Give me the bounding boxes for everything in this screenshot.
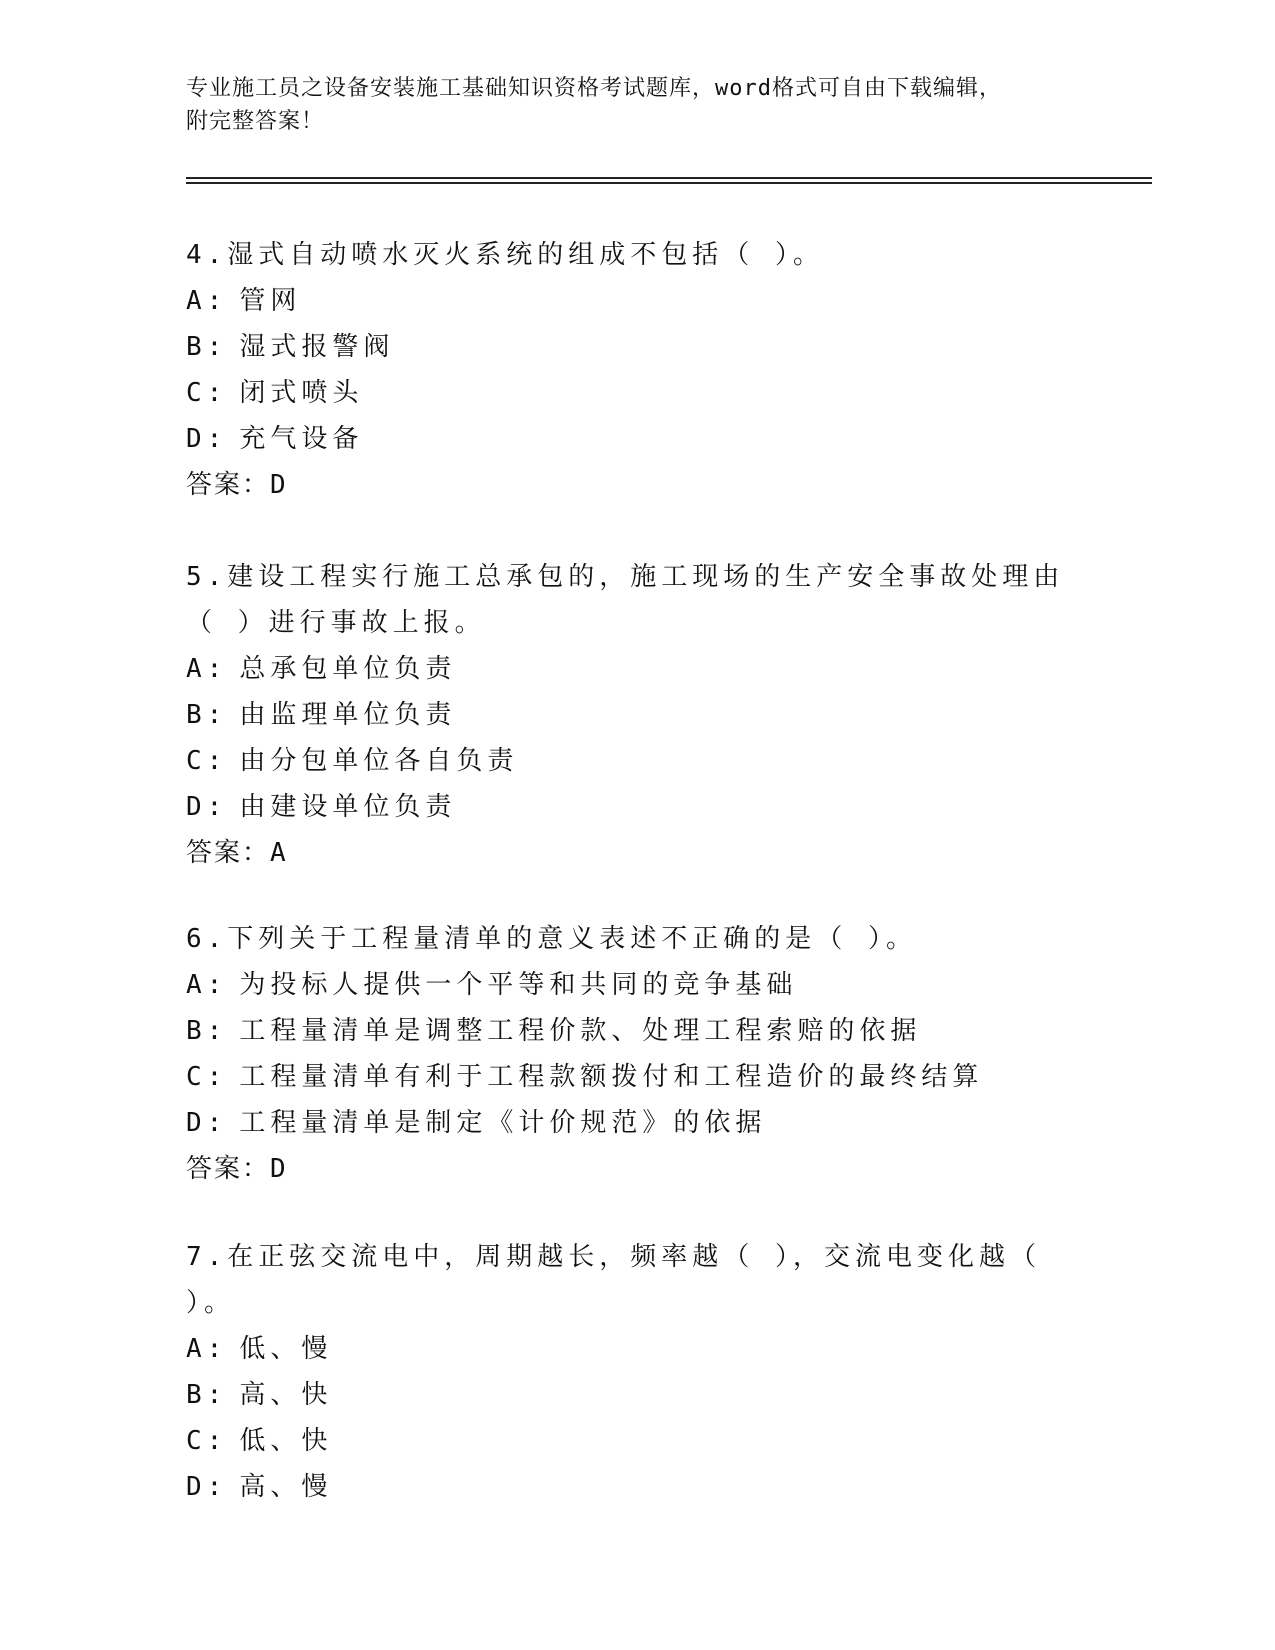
- option-value: 由分包单位各自负责: [239, 746, 519, 776]
- option-key: A:: [186, 1334, 228, 1364]
- question-text: 7.在正弦交流电中，周期越长，频率越（ ），交流电变化越（ ）。: [186, 1242, 1041, 1318]
- option-key: C:: [186, 378, 228, 408]
- option-a: [186, 278, 1086, 324]
- option-key: C:: [186, 1426, 228, 1456]
- option-d: [186, 416, 1086, 462]
- option-key: D:: [186, 1108, 228, 1138]
- answer-label: 答案：: [186, 838, 271, 868]
- option-value: 工程量清单是制定《计价规范》的依据: [239, 1108, 767, 1138]
- option-key: A:: [186, 970, 228, 1000]
- option-a: [186, 646, 1086, 692]
- option-value: 工程量清单有利于工程款额拨付和工程造价的最终结算: [239, 1062, 984, 1092]
- option-key: B:: [186, 700, 228, 730]
- option-value: 低、快: [239, 1426, 333, 1456]
- option-a: [186, 962, 1086, 1008]
- option-d: [186, 784, 1086, 830]
- question-text: 5.建设工程实行施工总承包的，施工现场的生产安全事故处理由（ ）进行事故上报。: [186, 562, 1065, 638]
- header-line-1: 专业施工员之设备安装施工基础知识资格考试题库，word格式可自由下载编辑，: [186, 76, 1002, 101]
- option-b: [186, 1008, 1086, 1054]
- option-b: [186, 692, 1086, 738]
- answer-line: [186, 462, 1086, 508]
- answer-value: D: [270, 470, 288, 500]
- option-key: B:: [186, 1380, 228, 1410]
- option-a: [186, 1326, 1086, 1372]
- header-divider-top: [186, 177, 1152, 179]
- option-key: D:: [186, 792, 228, 822]
- header-line-2: 附完整答案！: [186, 109, 325, 134]
- option-b: [186, 1372, 1086, 1418]
- question-6: [186, 916, 1086, 1192]
- answer-line: [186, 830, 1086, 876]
- option-value: 低、慢: [239, 1334, 333, 1364]
- option-value: 管网: [239, 286, 302, 316]
- option-d: [186, 1100, 1086, 1146]
- question-text: 4.湿式自动喷水灭火系统的组成不包括（ ）。: [186, 240, 824, 270]
- option-value: 湿式报警阀: [239, 332, 395, 362]
- option-value: 由监理单位负责: [239, 700, 457, 730]
- header-divider-bottom: [186, 182, 1152, 184]
- option-value: 工程量清单是调整工程价款、处理工程索赔的依据: [239, 1016, 922, 1046]
- answer-value: D: [270, 1154, 288, 1184]
- option-value: 高、慢: [239, 1472, 333, 1502]
- answer-line: [186, 1146, 1086, 1192]
- option-key: A:: [186, 654, 228, 684]
- option-c: [186, 1418, 1086, 1464]
- option-key: B:: [186, 1016, 228, 1046]
- question-text: 6.下列关于工程量清单的意义表述不正确的是（ ）。: [186, 924, 917, 954]
- option-value: 高、快: [239, 1380, 333, 1410]
- option-c: [186, 738, 1086, 784]
- option-key: B:: [186, 332, 228, 362]
- option-key: A:: [186, 286, 228, 316]
- question-5: [186, 554, 1086, 876]
- option-value: 总承包单位负责: [239, 654, 457, 684]
- answer-label: 答案：: [186, 470, 271, 500]
- option-value: 由建设单位负责: [239, 792, 457, 822]
- option-value: 充气设备: [239, 424, 364, 454]
- option-key: D:: [186, 1472, 228, 1502]
- question-7: [186, 1234, 1086, 1510]
- option-value: 闭式喷头: [239, 378, 364, 408]
- option-key: C:: [186, 746, 228, 776]
- option-d: [186, 1464, 1086, 1510]
- option-value: 为投标人提供一个平等和共同的竞争基础: [239, 970, 798, 1000]
- option-key: C:: [186, 1062, 228, 1092]
- question-4: [186, 232, 1086, 508]
- document-header: [186, 72, 1086, 138]
- option-b: [186, 324, 1086, 370]
- option-c: [186, 1054, 1086, 1100]
- answer-value: A: [270, 838, 288, 868]
- option-key: D:: [186, 424, 228, 454]
- answer-label: 答案：: [186, 1154, 271, 1184]
- option-c: [186, 370, 1086, 416]
